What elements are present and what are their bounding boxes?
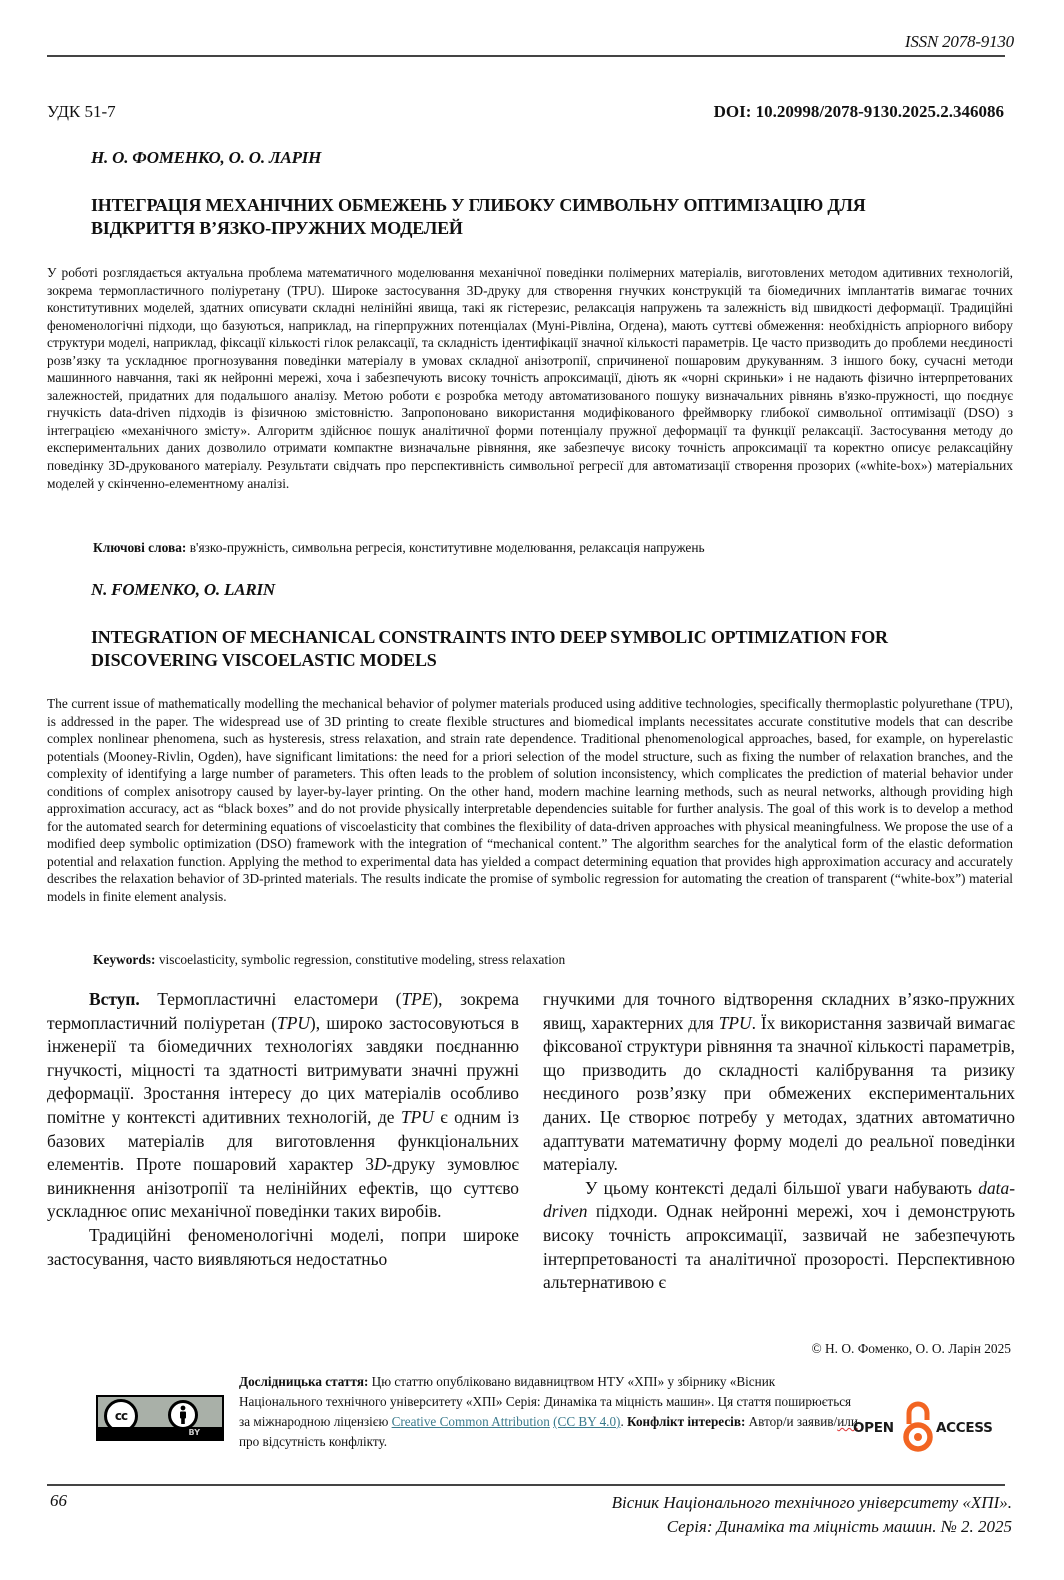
spellcheck-word: или xyxy=(837,1414,858,1429)
journal-line-2: Серія: Динаміка та міцність машин. № 2. 2025 xyxy=(666,1517,1012,1536)
keywords-en xyxy=(93,952,565,968)
attribution-person-icon xyxy=(168,1400,198,1430)
keywords-en-list: viscoelasticity, symbolic regression, constitutive modeling, stress relaxation xyxy=(155,952,566,967)
journal-citation xyxy=(612,1491,1012,1539)
intro-paragraph: Вступ. Термопластичні еластомери (TPE), зокрема термопластичний поліуретан (TPU), широко застосовуються в інженерії та біомедичних технологіях завдяки поєднанню гнучкості, міцності та здатності витримувати значні пружні деформації. Зростання інтересу до цих матеріалів особливо помітне у контексті адитивних технологій, де TPU є одним із базових матеріалів для виготовлення функціональних елементів. Проте пошаровий характер 3D-друку зумовлює виникнення анізотропії та нелінійних ефектів, що суттєво ускладнює опис механічної поведінки таких виробів. xyxy=(47,989,520,1222)
data-driven-paragraph: У цьому контексті дедалі більшої уваги набувають data-driven підходи. Однак нейронні мережі, хоч і демонструють високу точність апроксимації, зазвичай не забезпечують інтерпретованості та аналітичної прозорості. Перспективною альтернативою є xyxy=(543,1177,1015,1293)
open-label: OPEN xyxy=(853,1420,894,1436)
abstract-en: The current issue of mathematically modelling the mechanical behavior of polymer materials produced using additive technologies, specifically thermoplastic polyurethane (TPU), is addressed in the paper. The widespread use of 3D printing to create flexible structures and biomedical implants necessitates accurate constitutive models that can describe complex nonlinear phenomena, such as hysteresis, stress relaxation, and strain rate dependence. Traditional phenomenological approaches, based, for example, on hyperelastic potentials (Mooney-Rivlin, Ogden), have significant limitations: the need for a priori selection of the model structure, such as fixing the number of relaxation branches, and the complexity of identifying a large number of parameters. This often leads to the problem of solution inconsistency, which complicates the prediction of material behavior under conditions of complex anisotropy caused by layer-by-layer printing. On the other hand, modern machine learning methods, such as neural networks, although providing high approximation accuracy, act as “black boxes” and do not provide physically interpretable dependencies suitable for further analysis. The goal of this work is to develop a method for the automated search for determining equations of viscoelasticity that combines the flexibility of data-driven approaches with physical meaningfulness. We propose the use of a modified deep symbolic optimization (DSO) framework with the integration of “mechanical content.” The algorithm searches for the analytical form of the elastic deformation potential and relaxation function. Applying the method to experimental data has yielded a compact determining equation that provides high approximation accuracy and accurately describes the relaxation behavior of 3D-printed materials. The results indicate the promise of symbolic regression for automating the creation of transparent (“white-box”) material models in finite element analysis. xyxy=(47,696,1013,905)
cc-license-link[interactable]: Creative Common Attribution xyxy=(391,1414,550,1429)
license-statement: Дослідницька стаття: Цю статтю опубліковано видавництвом НТУ «ХПІ» у збірнику «Вісник Національного технічного університету «ХПІ» Серія: Динаміка та міцність машин». Ця стаття поширюється за міжнародною ліцензією Creative Common Attribution (CC BY 4.0). Конфлікт інтересів: Автор/и заявив/или про відсутність конфлікту. xyxy=(239,1374,858,1449)
issn: ISSN 2078-9130 xyxy=(904,32,1014,51)
traditional-models-paragraph: Традиційні феноменологічні моделі, попри широке застосування, часто виявляються недостатньо xyxy=(47,1224,519,1269)
open-access-logo xyxy=(853,1400,993,1456)
cc-by-license-badge[interactable] xyxy=(96,1395,224,1441)
conflict-label: Конфлікт інтересів: xyxy=(627,1414,746,1429)
keywords-ua-label: Ключові слова: xyxy=(93,540,187,555)
access-label: ACCESS xyxy=(936,1420,993,1436)
title-ua xyxy=(91,194,996,240)
open-access-lock-icon xyxy=(903,1400,933,1454)
intro-heading: Вступ. xyxy=(89,989,140,1009)
by-label: BY xyxy=(188,1428,200,1437)
title-en-line1: INTEGRATION OF MECHANICAL CONSTRAINTS INTO DEEP SYMBOLIC OPTIMIZATION FOR xyxy=(91,627,888,647)
cc-icon: cc xyxy=(104,1399,138,1433)
body-column-right xyxy=(543,988,1015,1295)
footer-rule xyxy=(47,1484,1005,1486)
authors-en: N. FOMENKO, O. LARIN xyxy=(91,580,275,599)
copyright: © Н. О. Фоменко, О. О. Ларін 2025 xyxy=(811,1341,1011,1356)
title-ua-line2: ВІДКРИТТЯ В’ЯЗКО-ПРУЖНИХ МОДЕЛЕЙ xyxy=(91,218,463,238)
badge-bar xyxy=(98,1427,222,1439)
doi: DOI: 10.20998/2078-9130.2025.2.346086 xyxy=(713,102,1004,121)
title-ua-line1: ІНТЕГРАЦІЯ МЕХАНІЧНИХ ОБМЕЖЕНЬ У ГЛИБОКУ СИМВОЛЬНУ ОПТИМІЗАЦІЮ ДЛЯ xyxy=(91,195,866,215)
cc-by-version-link[interactable]: (CC BY 4.0) xyxy=(553,1414,621,1429)
keywords-ua xyxy=(93,540,705,556)
page-number: 66 xyxy=(50,1491,67,1510)
authors-ua: Н. О. ФОМЕНКО, О. О. ЛАРІН xyxy=(91,148,322,167)
abstract-ua: У роботі розглядається актуальна проблема математичного моделювання механічної поведінки полімерних матеріалів, виготовлених методом адитивних технологій, зокрема термопластичного поліуретану (TPU). Широке застосування 3D-друку для створення гнучких конструкцій та біомедичних імплантатів вимагає точних конститутивних моделей, здатних описувати складні нелінійні явища, такі як гістерезис, релаксація напружень та залежність від швидкості деформації. Традиційні феноменологічні підходи, що базуються, наприклад, на гіперпружних потенціалах (Муні-Рівліна, Огдена), мають суттєві обмеження: необхідність апріорного вибору структури моделі, наприклад, фіксації кількості гілок релаксації, та складність ідентифікації значної кількості параметрів. Це часто призводить до проблеми неєдиності розв’язку та ускладнює прогнозування поведінки матеріалу в умовах складної анізотропії, спричиненої пошаровим друкуванням. З іншого боку, сучасні методи машинного навчання, такі як нейронні мережі, хоча і забезпечують високу точність апроксимації, діють як «чорні скриньки» і не надають фізично інтерпретованих залежностей, придатних для подальшого аналізу. Метою роботи є розробка методу автоматизованого пошуку визначальних рівнянь в'язко-пружності, що поєднує гнучкість data-driven підходів із фізичною змістовністю. Запропоновано використання модифікованого фреймворку глибокої символьної оптимізації (DSO) з інтеграцією «механічного змісту». Алгоритм здійснює пошук аналітичної форми потенціалу пружної деформації та функції релаксації. Застосування методу до експериментальних даних дозволило отримати компактне визначальне рівняння, яке забезпечує високу точність апроксимації та коректно описує релаксаційну поведінку 3D-друкованого матеріалу. Результати свідчать про перспективність символьної регресії для автоматизації створення прозорих («white-box») матеріальних моделей у скінченно-елементному аналізі. xyxy=(47,265,1013,491)
continued-paragraph: гнучкими для точного відтворення складних в’язко-пружних явищ, характерних для TPU. Їх використання зазвичай вимагає фіксованої структури рівняння та значної кількості параметрів, що призводить до складності калібрування та ризику неєдиного розв’язку при обмежених експериментальних даних. Це створює потребу у методах, здатних автоматично адаптувати математичну форму моделі до реальної поведінки матеріалу. xyxy=(543,989,1015,1175)
body-column-left xyxy=(47,988,519,1271)
article-type-label: Дослідницька стаття: xyxy=(239,1374,369,1389)
udk-code: УДК 51-7 xyxy=(47,102,116,121)
header-rule xyxy=(47,55,1005,57)
keywords-en-label: Keywords: xyxy=(93,952,156,967)
title-en-line2: DISCOVERING VISCOELASTIC MODELS xyxy=(91,650,437,670)
title-en xyxy=(91,626,996,672)
journal-line-1: Вісник Національного технічного університету «ХПІ». xyxy=(611,1493,1012,1512)
keywords-ua-list: в'язко-пружність, символьна регресія, конститутивне моделювання, релаксація напружень xyxy=(186,540,705,555)
